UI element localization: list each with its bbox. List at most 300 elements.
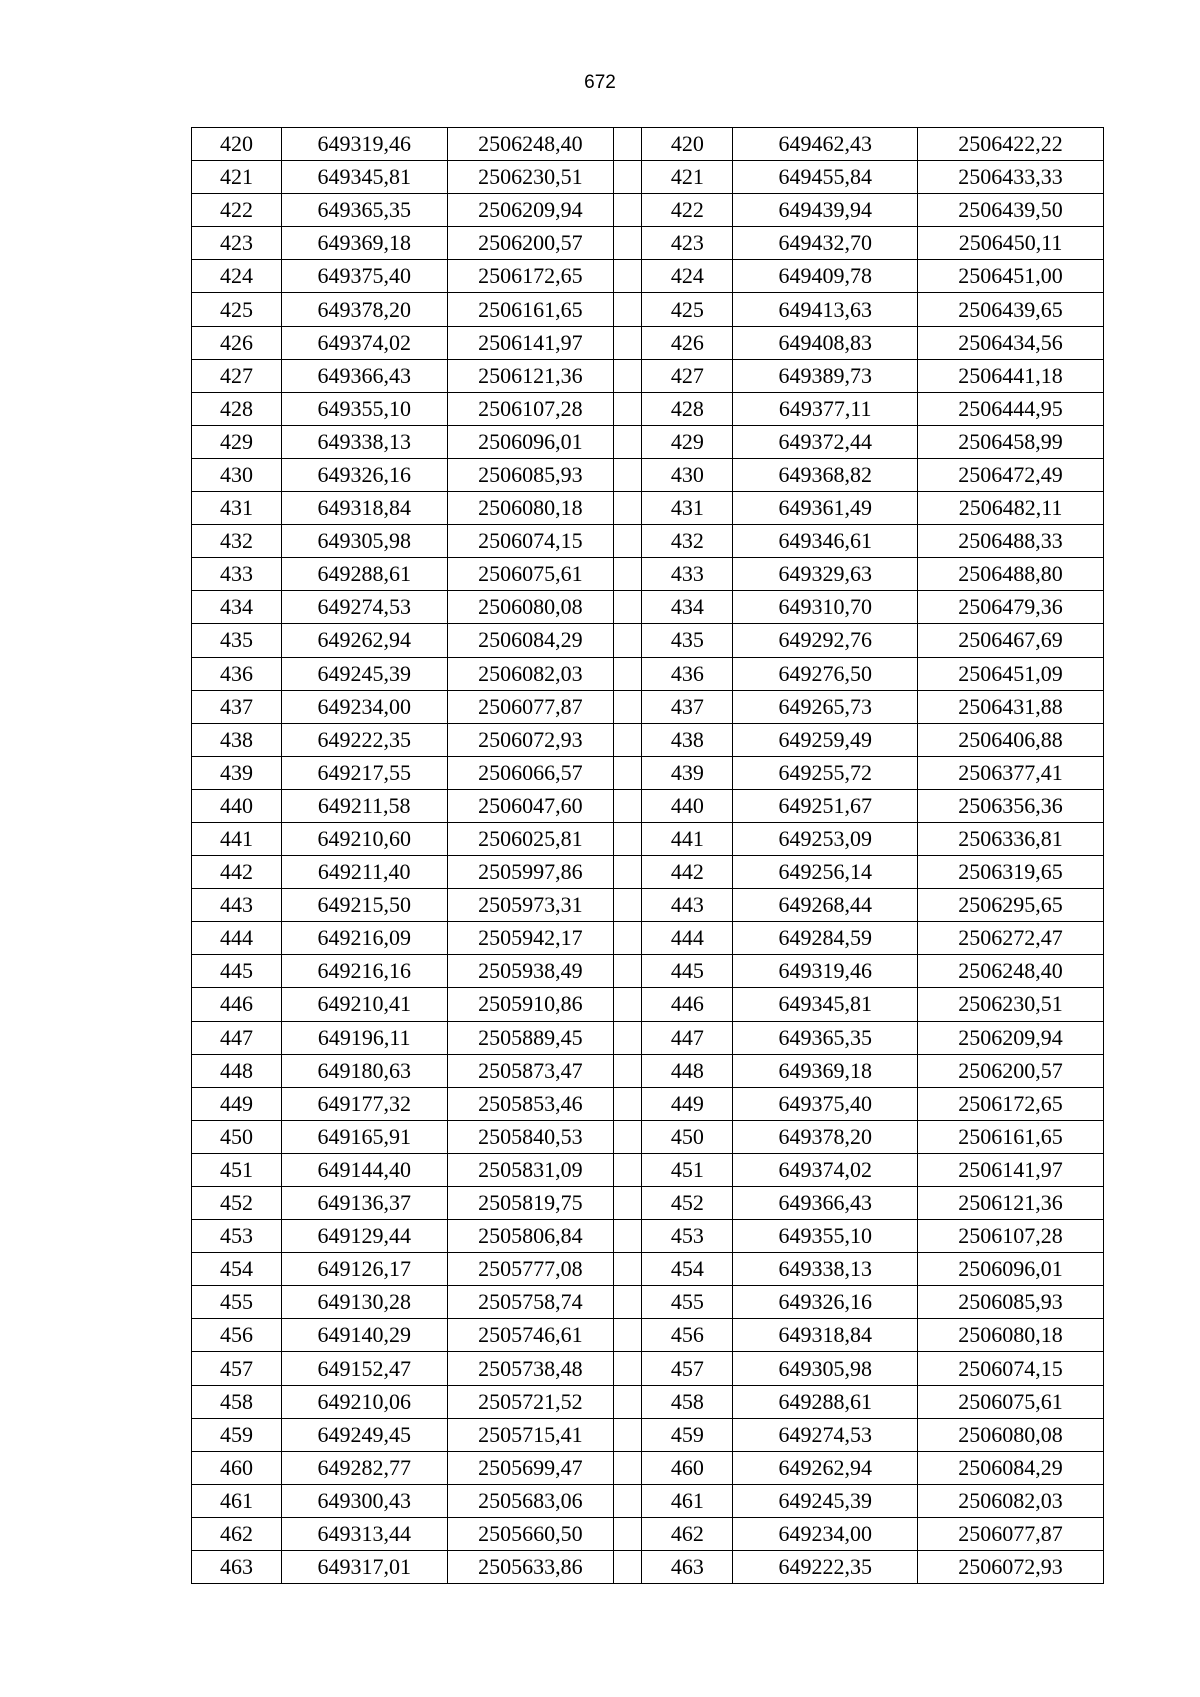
right-point-number-cell: 423	[642, 227, 733, 260]
separator-cell	[614, 1120, 642, 1153]
right-y-coordinate-cell: 2506080,18	[918, 1319, 1104, 1352]
right-y-coordinate-cell: 2506377,41	[918, 756, 1104, 789]
left-y-coordinate-cell: 2506075,61	[447, 558, 614, 591]
table-row	[192, 326, 1104, 359]
left-x-coordinate-cell: 649345,81	[281, 161, 447, 194]
separator-cell	[614, 458, 642, 491]
left-point-number-cell: 463	[192, 1551, 282, 1584]
right-x-coordinate-cell: 649413,63	[733, 293, 918, 326]
left-x-coordinate-cell: 649217,55	[281, 756, 447, 789]
right-point-number-cell: 434	[642, 591, 733, 624]
right-x-coordinate-cell: 649276,50	[733, 657, 918, 690]
table-row	[192, 657, 1104, 690]
separator-cell	[614, 988, 642, 1021]
left-point-number-cell: 458	[192, 1385, 282, 1418]
right-x-coordinate-cell: 649361,49	[733, 492, 918, 525]
left-y-coordinate-cell: 2505973,31	[447, 889, 614, 922]
left-x-coordinate-cell: 649216,09	[281, 922, 447, 955]
left-y-coordinate-cell: 2506080,18	[447, 492, 614, 525]
left-y-coordinate-cell: 2506077,87	[447, 690, 614, 723]
left-point-number-cell: 426	[192, 326, 282, 359]
table-row	[192, 1253, 1104, 1286]
right-y-coordinate-cell: 2506444,95	[918, 392, 1104, 425]
separator-cell	[614, 128, 642, 161]
left-point-number-cell: 437	[192, 690, 282, 723]
separator-cell	[614, 789, 642, 822]
right-y-coordinate-cell: 2506161,65	[918, 1120, 1104, 1153]
right-x-coordinate-cell: 649253,09	[733, 822, 918, 855]
right-x-coordinate-cell: 649462,43	[733, 128, 918, 161]
left-x-coordinate-cell: 649305,98	[281, 525, 447, 558]
table-row	[192, 723, 1104, 756]
left-y-coordinate-cell: 2505699,47	[447, 1451, 614, 1484]
right-y-coordinate-cell: 2506336,81	[918, 822, 1104, 855]
right-y-coordinate-cell: 2506441,18	[918, 359, 1104, 392]
coordinates-table-body	[192, 128, 1104, 1584]
table-row	[192, 1054, 1104, 1087]
right-point-number-cell: 433	[642, 558, 733, 591]
left-x-coordinate-cell: 649319,46	[281, 128, 447, 161]
left-point-number-cell: 454	[192, 1253, 282, 1286]
left-x-coordinate-cell: 649245,39	[281, 657, 447, 690]
left-x-coordinate-cell: 649234,00	[281, 690, 447, 723]
left-y-coordinate-cell: 2506085,93	[447, 458, 614, 491]
table-row	[192, 789, 1104, 822]
table-row	[192, 822, 1104, 855]
separator-cell	[614, 293, 642, 326]
right-y-coordinate-cell: 2506472,49	[918, 458, 1104, 491]
right-point-number-cell: 429	[642, 425, 733, 458]
right-y-coordinate-cell: 2506107,28	[918, 1220, 1104, 1253]
separator-cell	[614, 1021, 642, 1054]
left-x-coordinate-cell: 649355,10	[281, 392, 447, 425]
right-point-number-cell: 424	[642, 260, 733, 293]
right-point-number-cell: 432	[642, 525, 733, 558]
left-point-number-cell: 446	[192, 988, 282, 1021]
left-y-coordinate-cell: 2506200,57	[447, 227, 614, 260]
separator-cell	[614, 955, 642, 988]
left-point-number-cell: 432	[192, 525, 282, 558]
right-y-coordinate-cell: 2506458,99	[918, 425, 1104, 458]
left-x-coordinate-cell: 649282,77	[281, 1451, 447, 1484]
separator-cell	[614, 1319, 642, 1352]
separator-cell	[614, 558, 642, 591]
left-x-coordinate-cell: 649165,91	[281, 1120, 447, 1153]
left-y-coordinate-cell: 2505889,45	[447, 1021, 614, 1054]
separator-cell	[614, 1484, 642, 1517]
right-y-coordinate-cell: 2506439,50	[918, 194, 1104, 227]
right-y-coordinate-cell: 2506080,08	[918, 1418, 1104, 1451]
right-x-coordinate-cell: 649346,61	[733, 525, 918, 558]
right-x-coordinate-cell: 649408,83	[733, 326, 918, 359]
separator-cell	[614, 756, 642, 789]
right-point-number-cell: 446	[642, 988, 733, 1021]
left-y-coordinate-cell: 2506209,94	[447, 194, 614, 227]
left-point-number-cell: 460	[192, 1451, 282, 1484]
table-row	[192, 1319, 1104, 1352]
right-y-coordinate-cell: 2506082,03	[918, 1484, 1104, 1517]
table-row	[192, 260, 1104, 293]
separator-cell	[614, 525, 642, 558]
left-point-number-cell: 443	[192, 889, 282, 922]
right-point-number-cell: 451	[642, 1153, 733, 1186]
right-y-coordinate-cell: 2506084,29	[918, 1451, 1104, 1484]
left-y-coordinate-cell: 2506047,60	[447, 789, 614, 822]
separator-cell	[614, 161, 642, 194]
page-number: 672	[584, 72, 616, 93]
left-y-coordinate-cell: 2505633,86	[447, 1551, 614, 1584]
left-y-coordinate-cell: 2506072,93	[447, 723, 614, 756]
left-y-coordinate-cell: 2506172,65	[447, 260, 614, 293]
right-y-coordinate-cell: 2506488,80	[918, 558, 1104, 591]
right-y-coordinate-cell: 2506248,40	[918, 955, 1104, 988]
left-x-coordinate-cell: 649222,35	[281, 723, 447, 756]
right-point-number-cell: 444	[642, 922, 733, 955]
left-x-coordinate-cell: 649152,47	[281, 1352, 447, 1385]
right-y-coordinate-cell: 2506479,36	[918, 591, 1104, 624]
left-point-number-cell: 441	[192, 822, 282, 855]
left-y-coordinate-cell: 2505738,48	[447, 1352, 614, 1385]
separator-cell	[614, 922, 642, 955]
right-point-number-cell: 437	[642, 690, 733, 723]
table-row	[192, 227, 1104, 260]
separator-cell	[614, 359, 642, 392]
separator-cell	[614, 1385, 642, 1418]
left-x-coordinate-cell: 649126,17	[281, 1253, 447, 1286]
right-point-number-cell: 463	[642, 1551, 733, 1584]
right-x-coordinate-cell: 649374,02	[733, 1153, 918, 1186]
left-point-number-cell: 448	[192, 1054, 282, 1087]
table-row	[192, 1451, 1104, 1484]
right-x-coordinate-cell: 649268,44	[733, 889, 918, 922]
left-x-coordinate-cell: 649144,40	[281, 1153, 447, 1186]
left-x-coordinate-cell: 649262,94	[281, 624, 447, 657]
right-y-coordinate-cell: 2506356,36	[918, 789, 1104, 822]
separator-cell	[614, 889, 642, 922]
left-y-coordinate-cell: 2506074,15	[447, 525, 614, 558]
right-x-coordinate-cell: 649329,63	[733, 558, 918, 591]
table-row	[192, 1286, 1104, 1319]
right-point-number-cell: 447	[642, 1021, 733, 1054]
left-x-coordinate-cell: 649180,63	[281, 1054, 447, 1087]
left-point-number-cell: 459	[192, 1418, 282, 1451]
left-y-coordinate-cell: 2506107,28	[447, 392, 614, 425]
separator-cell	[614, 1286, 642, 1319]
left-x-coordinate-cell: 649211,40	[281, 856, 447, 889]
right-point-number-cell: 425	[642, 293, 733, 326]
separator-cell	[614, 624, 642, 657]
left-y-coordinate-cell: 2505910,86	[447, 988, 614, 1021]
left-x-coordinate-cell: 649375,40	[281, 260, 447, 293]
right-y-coordinate-cell: 2506209,94	[918, 1021, 1104, 1054]
right-x-coordinate-cell: 649310,70	[733, 591, 918, 624]
left-point-number-cell: 433	[192, 558, 282, 591]
left-x-coordinate-cell: 649274,53	[281, 591, 447, 624]
right-x-coordinate-cell: 649255,72	[733, 756, 918, 789]
right-point-number-cell: 460	[642, 1451, 733, 1484]
table-row	[192, 624, 1104, 657]
separator-cell	[614, 822, 642, 855]
table-row	[192, 1484, 1104, 1517]
table-row	[192, 756, 1104, 789]
left-point-number-cell: 452	[192, 1187, 282, 1220]
separator-cell	[614, 690, 642, 723]
left-y-coordinate-cell: 2506141,97	[447, 326, 614, 359]
left-x-coordinate-cell: 649136,37	[281, 1187, 447, 1220]
right-point-number-cell: 431	[642, 492, 733, 525]
separator-cell	[614, 1451, 642, 1484]
right-x-coordinate-cell: 649319,46	[733, 955, 918, 988]
right-point-number-cell: 458	[642, 1385, 733, 1418]
table-row	[192, 1087, 1104, 1120]
right-y-coordinate-cell: 2506200,57	[918, 1054, 1104, 1087]
right-point-number-cell: 435	[642, 624, 733, 657]
left-point-number-cell: 436	[192, 657, 282, 690]
right-point-number-cell: 452	[642, 1187, 733, 1220]
right-y-coordinate-cell: 2506431,88	[918, 690, 1104, 723]
left-point-number-cell: 439	[192, 756, 282, 789]
right-y-coordinate-cell: 2506450,11	[918, 227, 1104, 260]
right-y-coordinate-cell: 2506422,22	[918, 128, 1104, 161]
separator-cell	[614, 657, 642, 690]
left-point-number-cell: 435	[192, 624, 282, 657]
separator-cell	[614, 856, 642, 889]
right-y-coordinate-cell: 2506406,88	[918, 723, 1104, 756]
table-row	[192, 1220, 1104, 1253]
table-row	[192, 194, 1104, 227]
right-x-coordinate-cell: 649377,11	[733, 392, 918, 425]
right-x-coordinate-cell: 649455,84	[733, 161, 918, 194]
table-row	[192, 293, 1104, 326]
left-point-number-cell: 428	[192, 392, 282, 425]
left-y-coordinate-cell: 2506080,08	[447, 591, 614, 624]
table-row	[192, 558, 1104, 591]
table-row	[192, 1517, 1104, 1550]
right-y-coordinate-cell: 2506077,87	[918, 1517, 1104, 1550]
right-y-coordinate-cell: 2506433,33	[918, 161, 1104, 194]
left-y-coordinate-cell: 2505831,09	[447, 1153, 614, 1186]
left-point-number-cell: 434	[192, 591, 282, 624]
right-y-coordinate-cell: 2506096,01	[918, 1253, 1104, 1286]
right-x-coordinate-cell: 649262,94	[733, 1451, 918, 1484]
right-x-coordinate-cell: 649305,98	[733, 1352, 918, 1385]
left-point-number-cell: 430	[192, 458, 282, 491]
right-point-number-cell: 430	[642, 458, 733, 491]
coordinates-table	[191, 127, 1104, 1584]
left-y-coordinate-cell: 2506230,51	[447, 161, 614, 194]
right-y-coordinate-cell: 2506230,51	[918, 988, 1104, 1021]
right-point-number-cell: 426	[642, 326, 733, 359]
table-row	[192, 458, 1104, 491]
left-point-number-cell: 450	[192, 1120, 282, 1153]
table-row	[192, 1418, 1104, 1451]
table-row	[192, 1021, 1104, 1054]
right-x-coordinate-cell: 649234,00	[733, 1517, 918, 1550]
left-y-coordinate-cell: 2505819,75	[447, 1187, 614, 1220]
left-y-coordinate-cell: 2506084,29	[447, 624, 614, 657]
table-row	[192, 392, 1104, 425]
separator-cell	[614, 392, 642, 425]
table-row	[192, 922, 1104, 955]
right-x-coordinate-cell: 649274,53	[733, 1418, 918, 1451]
separator-cell	[614, 723, 642, 756]
left-point-number-cell: 444	[192, 922, 282, 955]
separator-cell	[614, 1551, 642, 1584]
table-row	[192, 690, 1104, 723]
right-y-coordinate-cell: 2506451,09	[918, 657, 1104, 690]
right-point-number-cell: 428	[642, 392, 733, 425]
left-point-number-cell: 438	[192, 723, 282, 756]
left-x-coordinate-cell: 649215,50	[281, 889, 447, 922]
right-y-coordinate-cell: 2506121,36	[918, 1187, 1104, 1220]
left-x-coordinate-cell: 649140,29	[281, 1319, 447, 1352]
right-x-coordinate-cell: 649409,78	[733, 260, 918, 293]
left-point-number-cell: 453	[192, 1220, 282, 1253]
left-point-number-cell: 440	[192, 789, 282, 822]
left-y-coordinate-cell: 2505942,17	[447, 922, 614, 955]
right-y-coordinate-cell: 2506482,11	[918, 492, 1104, 525]
left-x-coordinate-cell: 649210,41	[281, 988, 447, 1021]
left-x-coordinate-cell: 649210,60	[281, 822, 447, 855]
right-point-number-cell: 440	[642, 789, 733, 822]
separator-cell	[614, 1087, 642, 1120]
left-x-coordinate-cell: 649196,11	[281, 1021, 447, 1054]
left-point-number-cell: 462	[192, 1517, 282, 1550]
right-x-coordinate-cell: 649326,16	[733, 1286, 918, 1319]
right-point-number-cell: 454	[642, 1253, 733, 1286]
left-y-coordinate-cell: 2505853,46	[447, 1087, 614, 1120]
table-row	[192, 1120, 1104, 1153]
right-x-coordinate-cell: 649292,76	[733, 624, 918, 657]
table-row	[192, 955, 1104, 988]
right-x-coordinate-cell: 649432,70	[733, 227, 918, 260]
left-y-coordinate-cell: 2505660,50	[447, 1517, 614, 1550]
table-row	[192, 856, 1104, 889]
left-point-number-cell: 445	[192, 955, 282, 988]
left-y-coordinate-cell: 2506025,81	[447, 822, 614, 855]
right-point-number-cell: 427	[642, 359, 733, 392]
right-point-number-cell: 442	[642, 856, 733, 889]
right-y-coordinate-cell: 2506141,97	[918, 1153, 1104, 1186]
left-point-number-cell: 421	[192, 161, 282, 194]
left-x-coordinate-cell: 649374,02	[281, 326, 447, 359]
right-y-coordinate-cell: 2506074,15	[918, 1352, 1104, 1385]
separator-cell	[614, 1054, 642, 1087]
left-y-coordinate-cell: 2506082,03	[447, 657, 614, 690]
table-row	[192, 1352, 1104, 1385]
separator-cell	[614, 492, 642, 525]
left-point-number-cell: 457	[192, 1352, 282, 1385]
left-y-coordinate-cell: 2505873,47	[447, 1054, 614, 1087]
right-x-coordinate-cell: 649365,35	[733, 1021, 918, 1054]
right-point-number-cell: 445	[642, 955, 733, 988]
left-point-number-cell: 429	[192, 425, 282, 458]
table-row	[192, 492, 1104, 525]
right-point-number-cell: 422	[642, 194, 733, 227]
right-point-number-cell: 455	[642, 1286, 733, 1319]
left-y-coordinate-cell: 2505758,74	[447, 1286, 614, 1319]
table-row	[192, 161, 1104, 194]
separator-cell	[614, 260, 642, 293]
right-x-coordinate-cell: 649245,39	[733, 1484, 918, 1517]
left-x-coordinate-cell: 649365,35	[281, 194, 447, 227]
left-x-coordinate-cell: 649313,44	[281, 1517, 447, 1550]
right-x-coordinate-cell: 649251,67	[733, 789, 918, 822]
table-row	[192, 525, 1104, 558]
left-point-number-cell: 427	[192, 359, 282, 392]
right-x-coordinate-cell: 649318,84	[733, 1319, 918, 1352]
left-x-coordinate-cell: 649216,16	[281, 955, 447, 988]
right-point-number-cell: 443	[642, 889, 733, 922]
left-x-coordinate-cell: 649177,32	[281, 1087, 447, 1120]
left-y-coordinate-cell: 2505938,49	[447, 955, 614, 988]
right-point-number-cell: 457	[642, 1352, 733, 1385]
left-point-number-cell: 451	[192, 1153, 282, 1186]
left-y-coordinate-cell: 2506066,57	[447, 756, 614, 789]
separator-cell	[614, 1517, 642, 1550]
left-x-coordinate-cell: 649249,45	[281, 1418, 447, 1451]
separator-cell	[614, 227, 642, 260]
right-x-coordinate-cell: 649372,44	[733, 425, 918, 458]
right-point-number-cell: 450	[642, 1120, 733, 1153]
left-y-coordinate-cell: 2505777,08	[447, 1253, 614, 1286]
left-point-number-cell: 431	[192, 492, 282, 525]
right-x-coordinate-cell: 649389,73	[733, 359, 918, 392]
table-row	[192, 1551, 1104, 1584]
separator-cell	[614, 1153, 642, 1186]
right-point-number-cell: 448	[642, 1054, 733, 1087]
right-y-coordinate-cell: 2506467,69	[918, 624, 1104, 657]
separator-cell	[614, 1253, 642, 1286]
left-x-coordinate-cell: 649318,84	[281, 492, 447, 525]
right-y-coordinate-cell: 2506295,65	[918, 889, 1104, 922]
right-y-coordinate-cell: 2506439,65	[918, 293, 1104, 326]
left-y-coordinate-cell: 2505721,52	[447, 1385, 614, 1418]
table-row	[192, 591, 1104, 624]
right-y-coordinate-cell: 2506172,65	[918, 1087, 1104, 1120]
separator-cell	[614, 1418, 642, 1451]
left-x-coordinate-cell: 649129,44	[281, 1220, 447, 1253]
right-point-number-cell: 438	[642, 723, 733, 756]
right-point-number-cell: 449	[642, 1087, 733, 1120]
table-row	[192, 359, 1104, 392]
left-y-coordinate-cell: 2506248,40	[447, 128, 614, 161]
left-point-number-cell: 455	[192, 1286, 282, 1319]
left-y-coordinate-cell: 2505806,84	[447, 1220, 614, 1253]
separator-cell	[614, 1187, 642, 1220]
left-x-coordinate-cell: 649288,61	[281, 558, 447, 591]
left-x-coordinate-cell: 649369,18	[281, 227, 447, 260]
right-x-coordinate-cell: 649256,14	[733, 856, 918, 889]
right-point-number-cell: 461	[642, 1484, 733, 1517]
left-point-number-cell: 422	[192, 194, 282, 227]
table-row	[192, 1187, 1104, 1220]
right-x-coordinate-cell: 649355,10	[733, 1220, 918, 1253]
right-x-coordinate-cell: 649368,82	[733, 458, 918, 491]
right-x-coordinate-cell: 649338,13	[733, 1253, 918, 1286]
left-x-coordinate-cell: 649326,16	[281, 458, 447, 491]
left-x-coordinate-cell: 649130,28	[281, 1286, 447, 1319]
right-point-number-cell: 421	[642, 161, 733, 194]
left-point-number-cell: 447	[192, 1021, 282, 1054]
right-x-coordinate-cell: 649366,43	[733, 1187, 918, 1220]
right-x-coordinate-cell: 649439,94	[733, 194, 918, 227]
right-x-coordinate-cell: 649288,61	[733, 1385, 918, 1418]
left-x-coordinate-cell: 649338,13	[281, 425, 447, 458]
right-point-number-cell: 439	[642, 756, 733, 789]
left-y-coordinate-cell: 2505715,41	[447, 1418, 614, 1451]
left-y-coordinate-cell: 2505997,86	[447, 856, 614, 889]
